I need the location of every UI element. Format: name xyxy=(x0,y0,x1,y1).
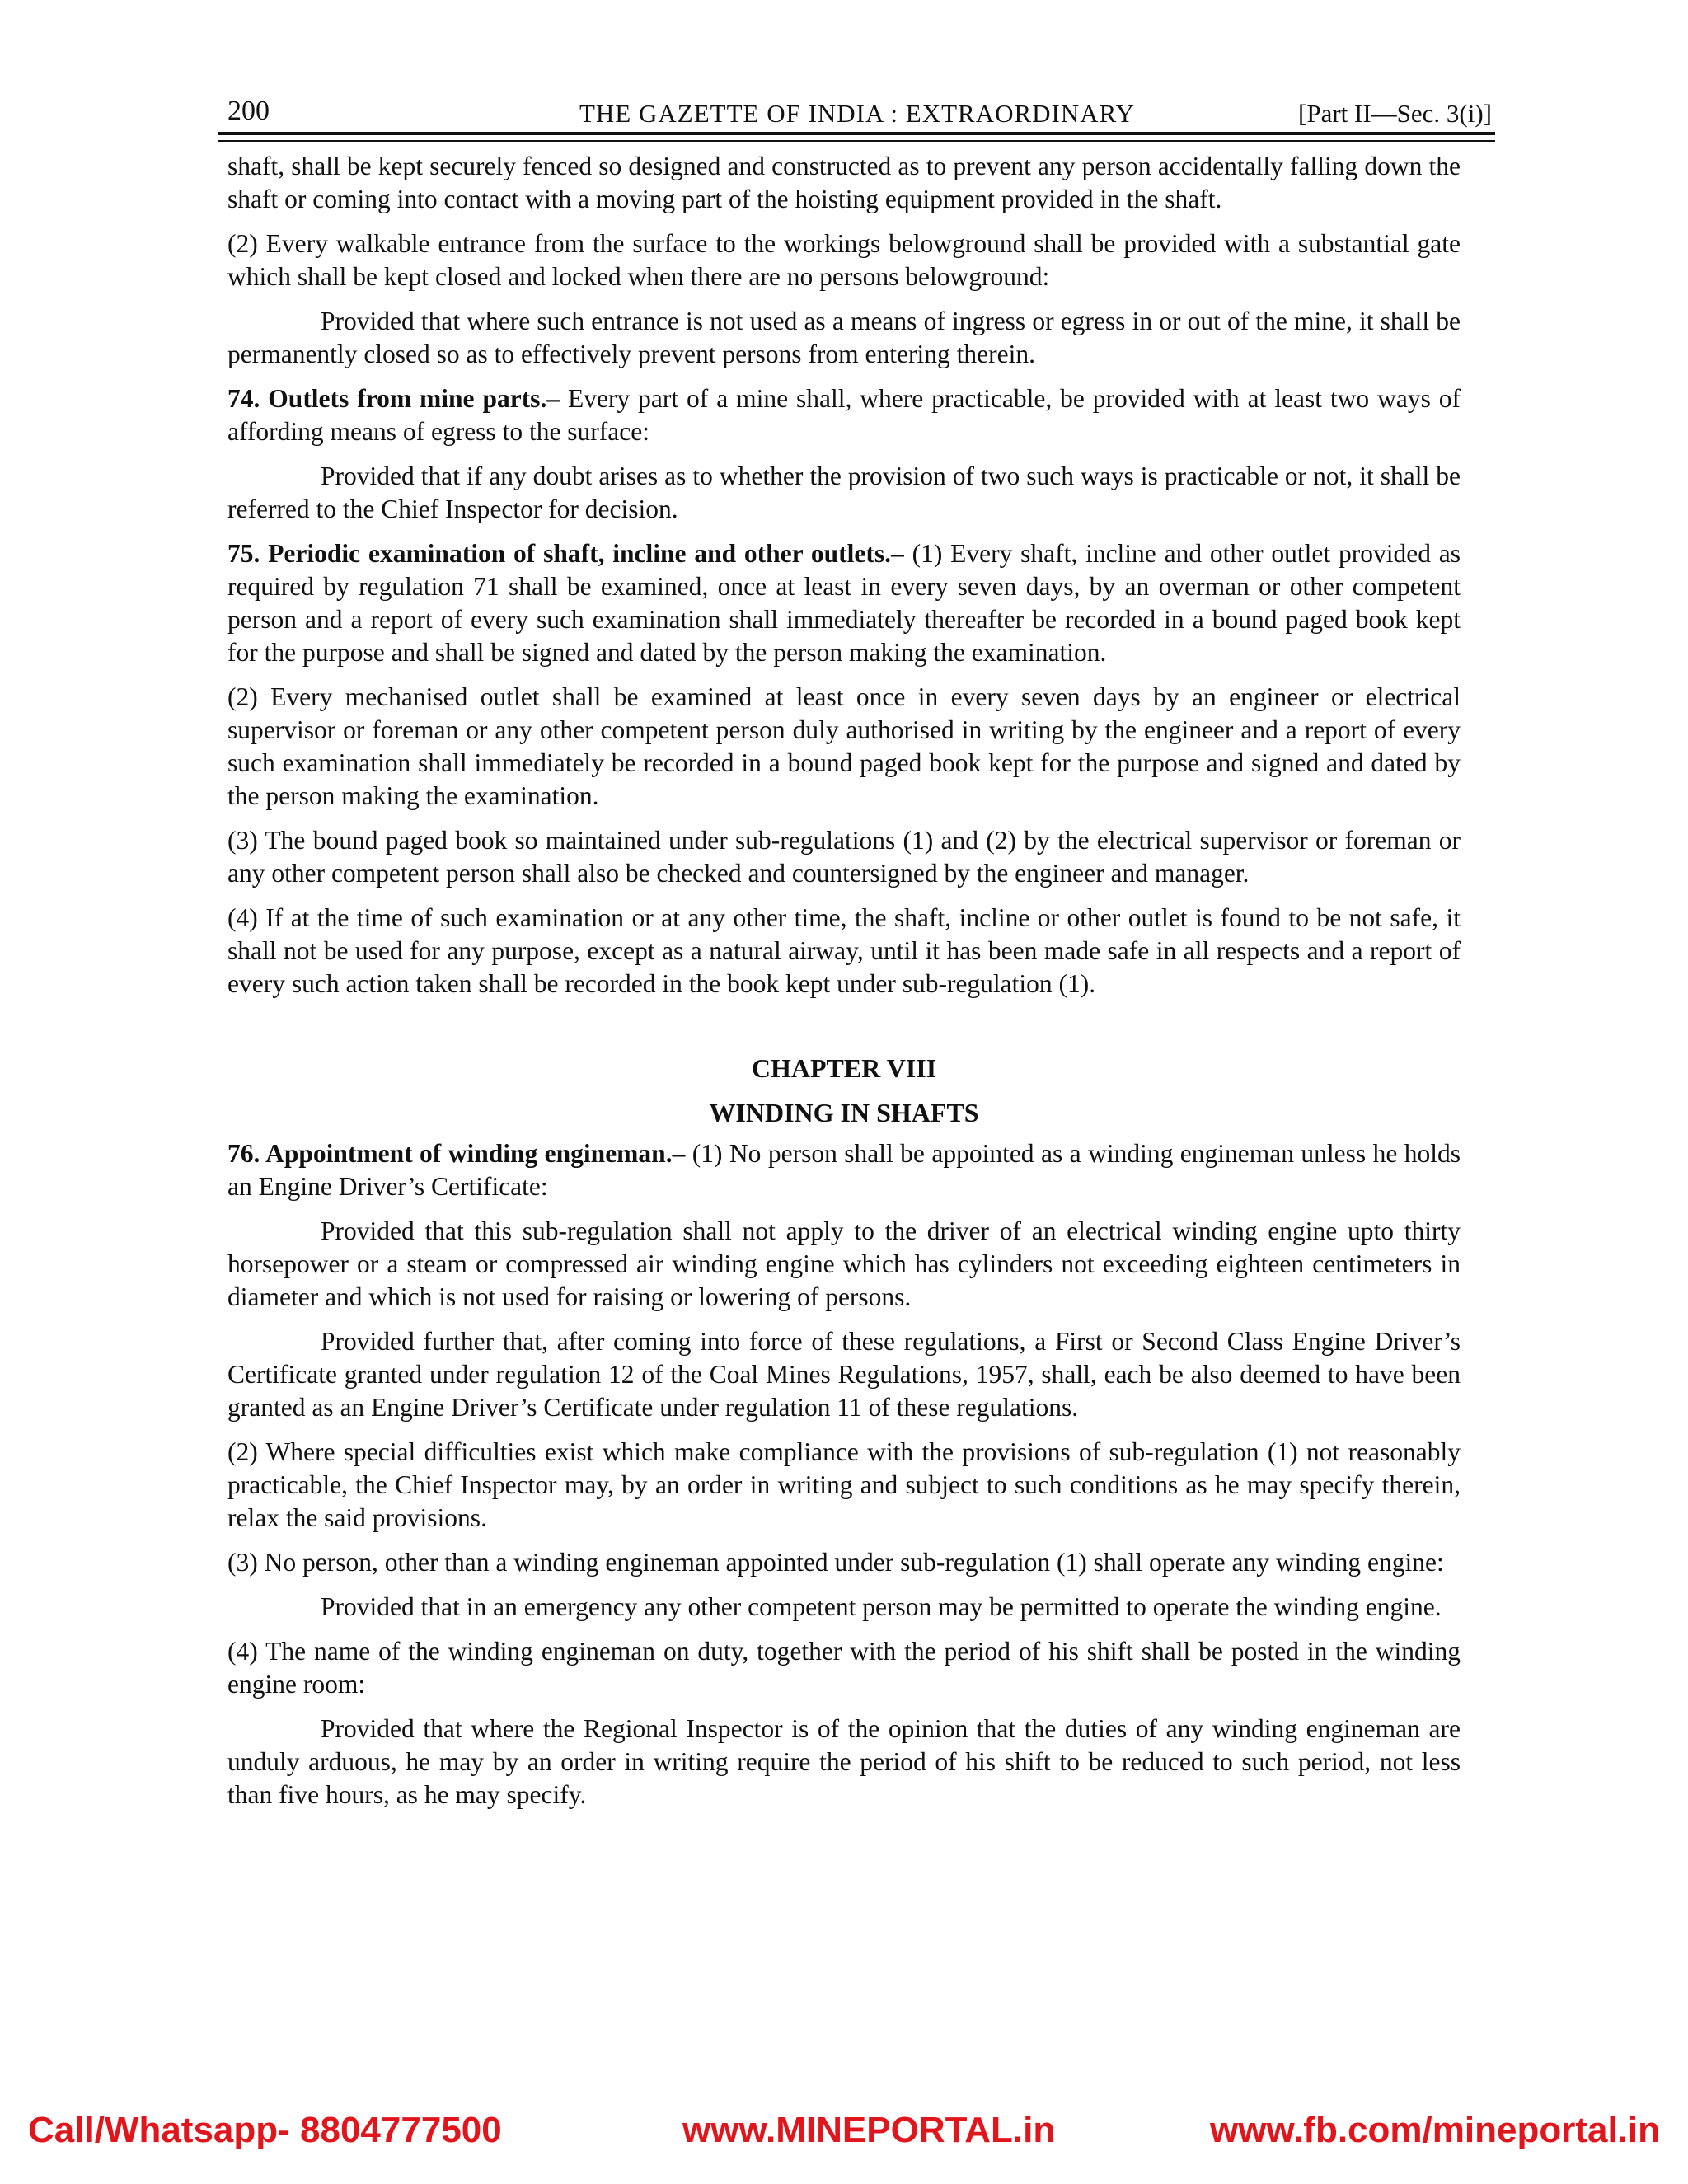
proviso-shift-reduced: Provided that where the Regional Inspector is of the opinion that the duties of any winding engineman are unduly arduous, he may by an order in writing require the period of his shift to be reduced to such period, not less than five hours, as he may specify. xyxy=(227,1714,1461,1809)
section-76-title: 76. Appointment of winding engineman.– xyxy=(227,1139,686,1168)
section-75 xyxy=(227,537,1461,669)
header-rule-thin xyxy=(218,140,1495,142)
running-header xyxy=(223,96,1492,129)
chapter-heading: CHAPTER VIII xyxy=(751,1053,937,1083)
page-number: 200 xyxy=(227,96,270,126)
gazette-title: THE GAZETTE OF INDIA : EXTRAORDINARY xyxy=(579,99,1136,128)
section-74-text: Every part of a mine shall, where practicable, be provided with at least two ways of affording means of egress to the surface: xyxy=(227,384,1461,446)
paragraph-walkable-entrance: (2) Every walkable entrance from the surface to the workings belowground shall be provided with a substantial gate which shall be kept closed and locked when there are no persons belowground: xyxy=(227,229,1461,291)
section-75-text: (1) Every shaft, incline and other outlet provided as required by regulation 71 shall be examined, once at least in every seven days, by an overman or other competent person and a report of every such examination shall immediately thereafter be recorded in a bound paged book kept for the purpose and shall be signed and dated by the person making the examination. xyxy=(227,539,1461,667)
header-rule-thick xyxy=(218,132,1495,135)
paragraph-mechanised-outlet: (2) Every mechanised outlet shall be examined at least once in every seven days by an engineer or electrical supervisor or foreman or any other competent person duly authorised in writing by the engineer and a report of every such examination shall immediately be recorded in a bound paged book kept for the purpose and signed and dated by the person making the examination. xyxy=(227,682,1461,810)
section-74 xyxy=(227,382,1461,448)
part-section-label: [Part II—Sec. 3(i)] xyxy=(1298,99,1492,128)
website-link[interactable]: www.MINEPORTAL.in xyxy=(682,2110,1056,2150)
proviso-entrance-closed: Provided that where such entrance is not used as a means of ingress or egress in or out of the mine, it shall be permanently closed so as to effectively prevent persons from entering therein. xyxy=(227,307,1461,368)
document-body xyxy=(227,150,1461,1823)
paragraph-operate-engine: (3) No person, other than a winding engineman appointed under sub-regulation (1) shall operate any winding engine: xyxy=(227,1548,1444,1577)
paragraph-name-posted: (4) The name of the winding engineman on duty, together with the period of his shift shall be posted in the winding engine room: xyxy=(227,1637,1461,1699)
proviso-certificate: Provided further that, after coming into force of these regulations, a First or Second Class Engine Driver’s Certificate granted under regulation 12 of the Coal Mines Regulations, 1957, shall, each be also deemed to have been granted as an Engine Driver’s Certificate under regulation 11 of these regulations. xyxy=(227,1327,1461,1422)
section-75-title: 75. Periodic examination of shaft, incline and other outlets.– xyxy=(227,539,904,568)
contact-phone: Call/Whatsapp- 8804777500 xyxy=(28,2110,502,2150)
chapter-title: WINDING IN SHAFTS xyxy=(709,1098,979,1127)
proviso-emergency: Provided that in an emergency any other competent person may be permitted to operate the winding engine. xyxy=(321,1592,1442,1621)
paragraph-shaft-fencing: shaft, shall be kept securely fenced so designed and constructed as to prevent any person accidentally falling down the shaft or coming into contact with a moving part of the hoisting equipment provided in the shaft. xyxy=(227,152,1461,213)
proviso-electrical-winding: Provided that this sub-regulation shall not apply to the driver of an electrical winding engine upto thirty horsepower or a steam or compressed air winding engine which has cylinders not exceeding eighteen centimeters in diameter and which is not used for raising or lowering of persons. xyxy=(227,1216,1461,1311)
section-74-title: 74. Outlets from mine parts.– xyxy=(227,384,560,413)
proviso-chief-inspector: Provided that if any doubt arises as to whether the provision of two such ways is practicable or not, it shall be referred to the Chief Inspector for decision. xyxy=(227,462,1461,523)
facebook-link[interactable]: www.fb.com/mineportal.in xyxy=(1210,2110,1660,2150)
promo-footer xyxy=(0,2110,1688,2159)
section-76-text: (1) No person shall be appointed as a winding engineman unless he holds an Engine Driver’s Certificate: xyxy=(227,1139,1461,1201)
paragraph-not-safe: (4) If at the time of such examination or at any other time, the shaft, incline or other outlet is found to be not safe, it shall not be used for any purpose, except as a natural airway, until it has been made safe in all respects and a report of every such action taken shall be recorded in the book kept under sub-regulation (1). xyxy=(227,903,1461,998)
section-76 xyxy=(227,1137,1461,1203)
paragraph-special-difficulties: (2) Where special difficulties exist which make compliance with the provisions of sub-regulation (1) not reasonably practicable, the Chief Inspector may, by an order in writing and subject to such conditions as he may specify therein, relax the said provisions. xyxy=(227,1437,1461,1532)
paragraph-bound-book: (3) The bound paged book so maintained under sub-regulations (1) and (2) by the electrical supervisor or foreman or any other competent person shall also be checked and countersigned by the engineer and manager. xyxy=(227,826,1461,888)
